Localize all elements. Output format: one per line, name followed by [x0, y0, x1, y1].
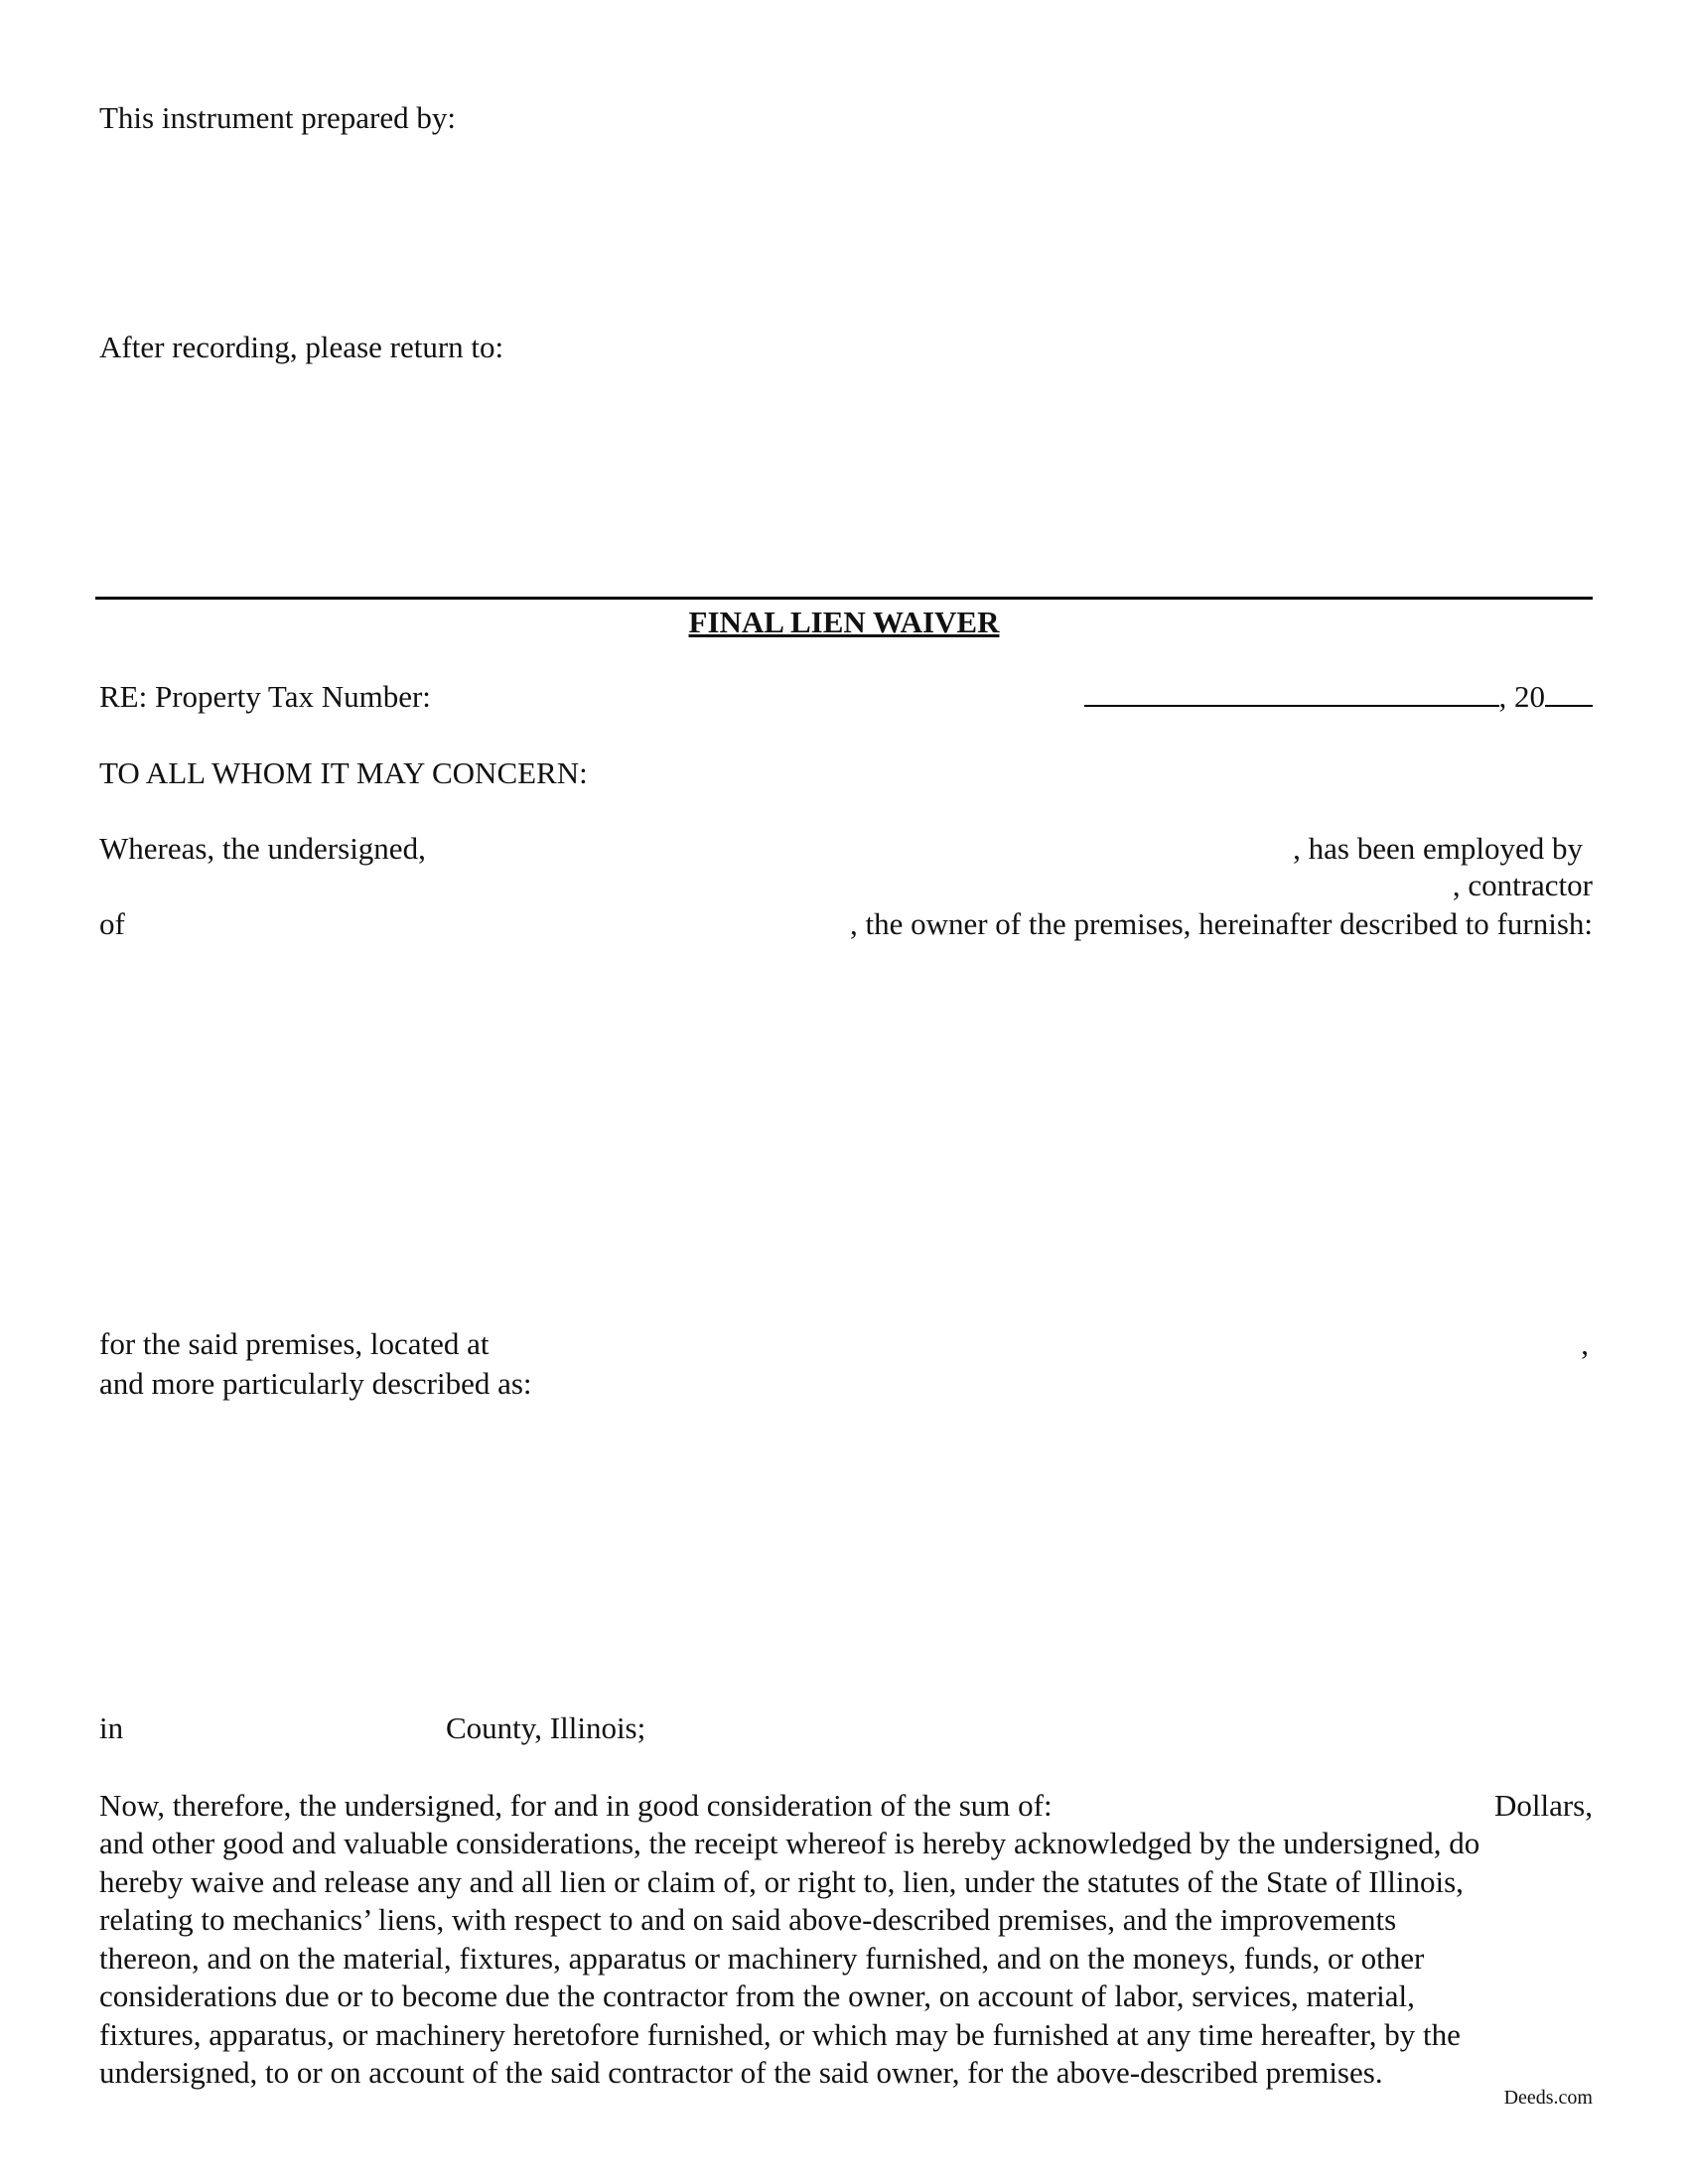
footer-brand: Deeds.com: [1503, 2087, 1593, 2109]
document-title: FINAL LIEN WAIVER: [688, 605, 1000, 639]
salutation: TO ALL WHOM IT MAY CONCERN:: [99, 755, 588, 790]
located-at-label: for the said premises, located at: [99, 1326, 490, 1361]
paragraph-line: fixtures, apparatus, or machinery heretofore furnished, or which may be furnished at any time hereafter, by the: [99, 2016, 1461, 2052]
paragraph-line: thereon, and on the material, fixtures, apparatus or machinery furnished, and on the moneys, funds, or other: [99, 1940, 1425, 1976]
paragraph-line: considerations due or to become due the contractor from the owner, on account of labor, services, material,: [99, 1979, 1415, 2013]
consideration-lead: Now, therefore, the undersigned, for and in good consideration of the sum of:: [99, 1788, 1053, 1823]
described-as-label: and more particularly described as:: [99, 1366, 532, 1401]
prepared-by-label: This instrument prepared by:: [99, 100, 456, 135]
date-year-prefix: , 20: [1498, 679, 1545, 714]
in-text: in: [99, 1710, 124, 1745]
located-at-comma: ,: [1581, 1326, 1589, 1361]
return-to-label: After recording, please return to:: [99, 330, 504, 364]
date-line: [1084, 678, 1594, 716]
paragraph-line: undersigned, to or on account of the said contractor of the said owner, for the above-described premises.: [99, 2055, 1383, 2090]
year-blank[interactable]: [1545, 679, 1593, 707]
dollars-text: Dollars,: [1493, 1788, 1593, 1823]
section-divider: [95, 597, 1593, 600]
whereas-prefix: Whereas, the undersigned,: [99, 831, 426, 866]
employed-by-text: , has been employed by: [1293, 831, 1583, 866]
consideration-paragraph: [99, 1825, 1594, 2093]
of-text: of: [99, 906, 125, 941]
paragraph-line: and other good and valuable considerations, the receipt whereof is hereby acknowledged by the undersigned, do: [99, 1826, 1480, 1860]
paragraph-line: relating to mechanics’ liens, with respect to and on said above-described premises, and the improvements: [99, 1902, 1397, 1937]
owner-text: , the owner of the premises, hereinafter described to furnish:: [849, 906, 1593, 941]
property-tax-number-label: RE: Property Tax Number:: [99, 679, 431, 714]
date-blank[interactable]: [1084, 679, 1499, 707]
contractor-text: , contractor: [1452, 868, 1593, 902]
county-text: County, Illinois;: [446, 1710, 646, 1745]
paragraph-line: hereby waive and release any and all lien or claim of, or right to, lien, under the statutes of the State of Illinois,: [99, 1863, 1464, 1899]
